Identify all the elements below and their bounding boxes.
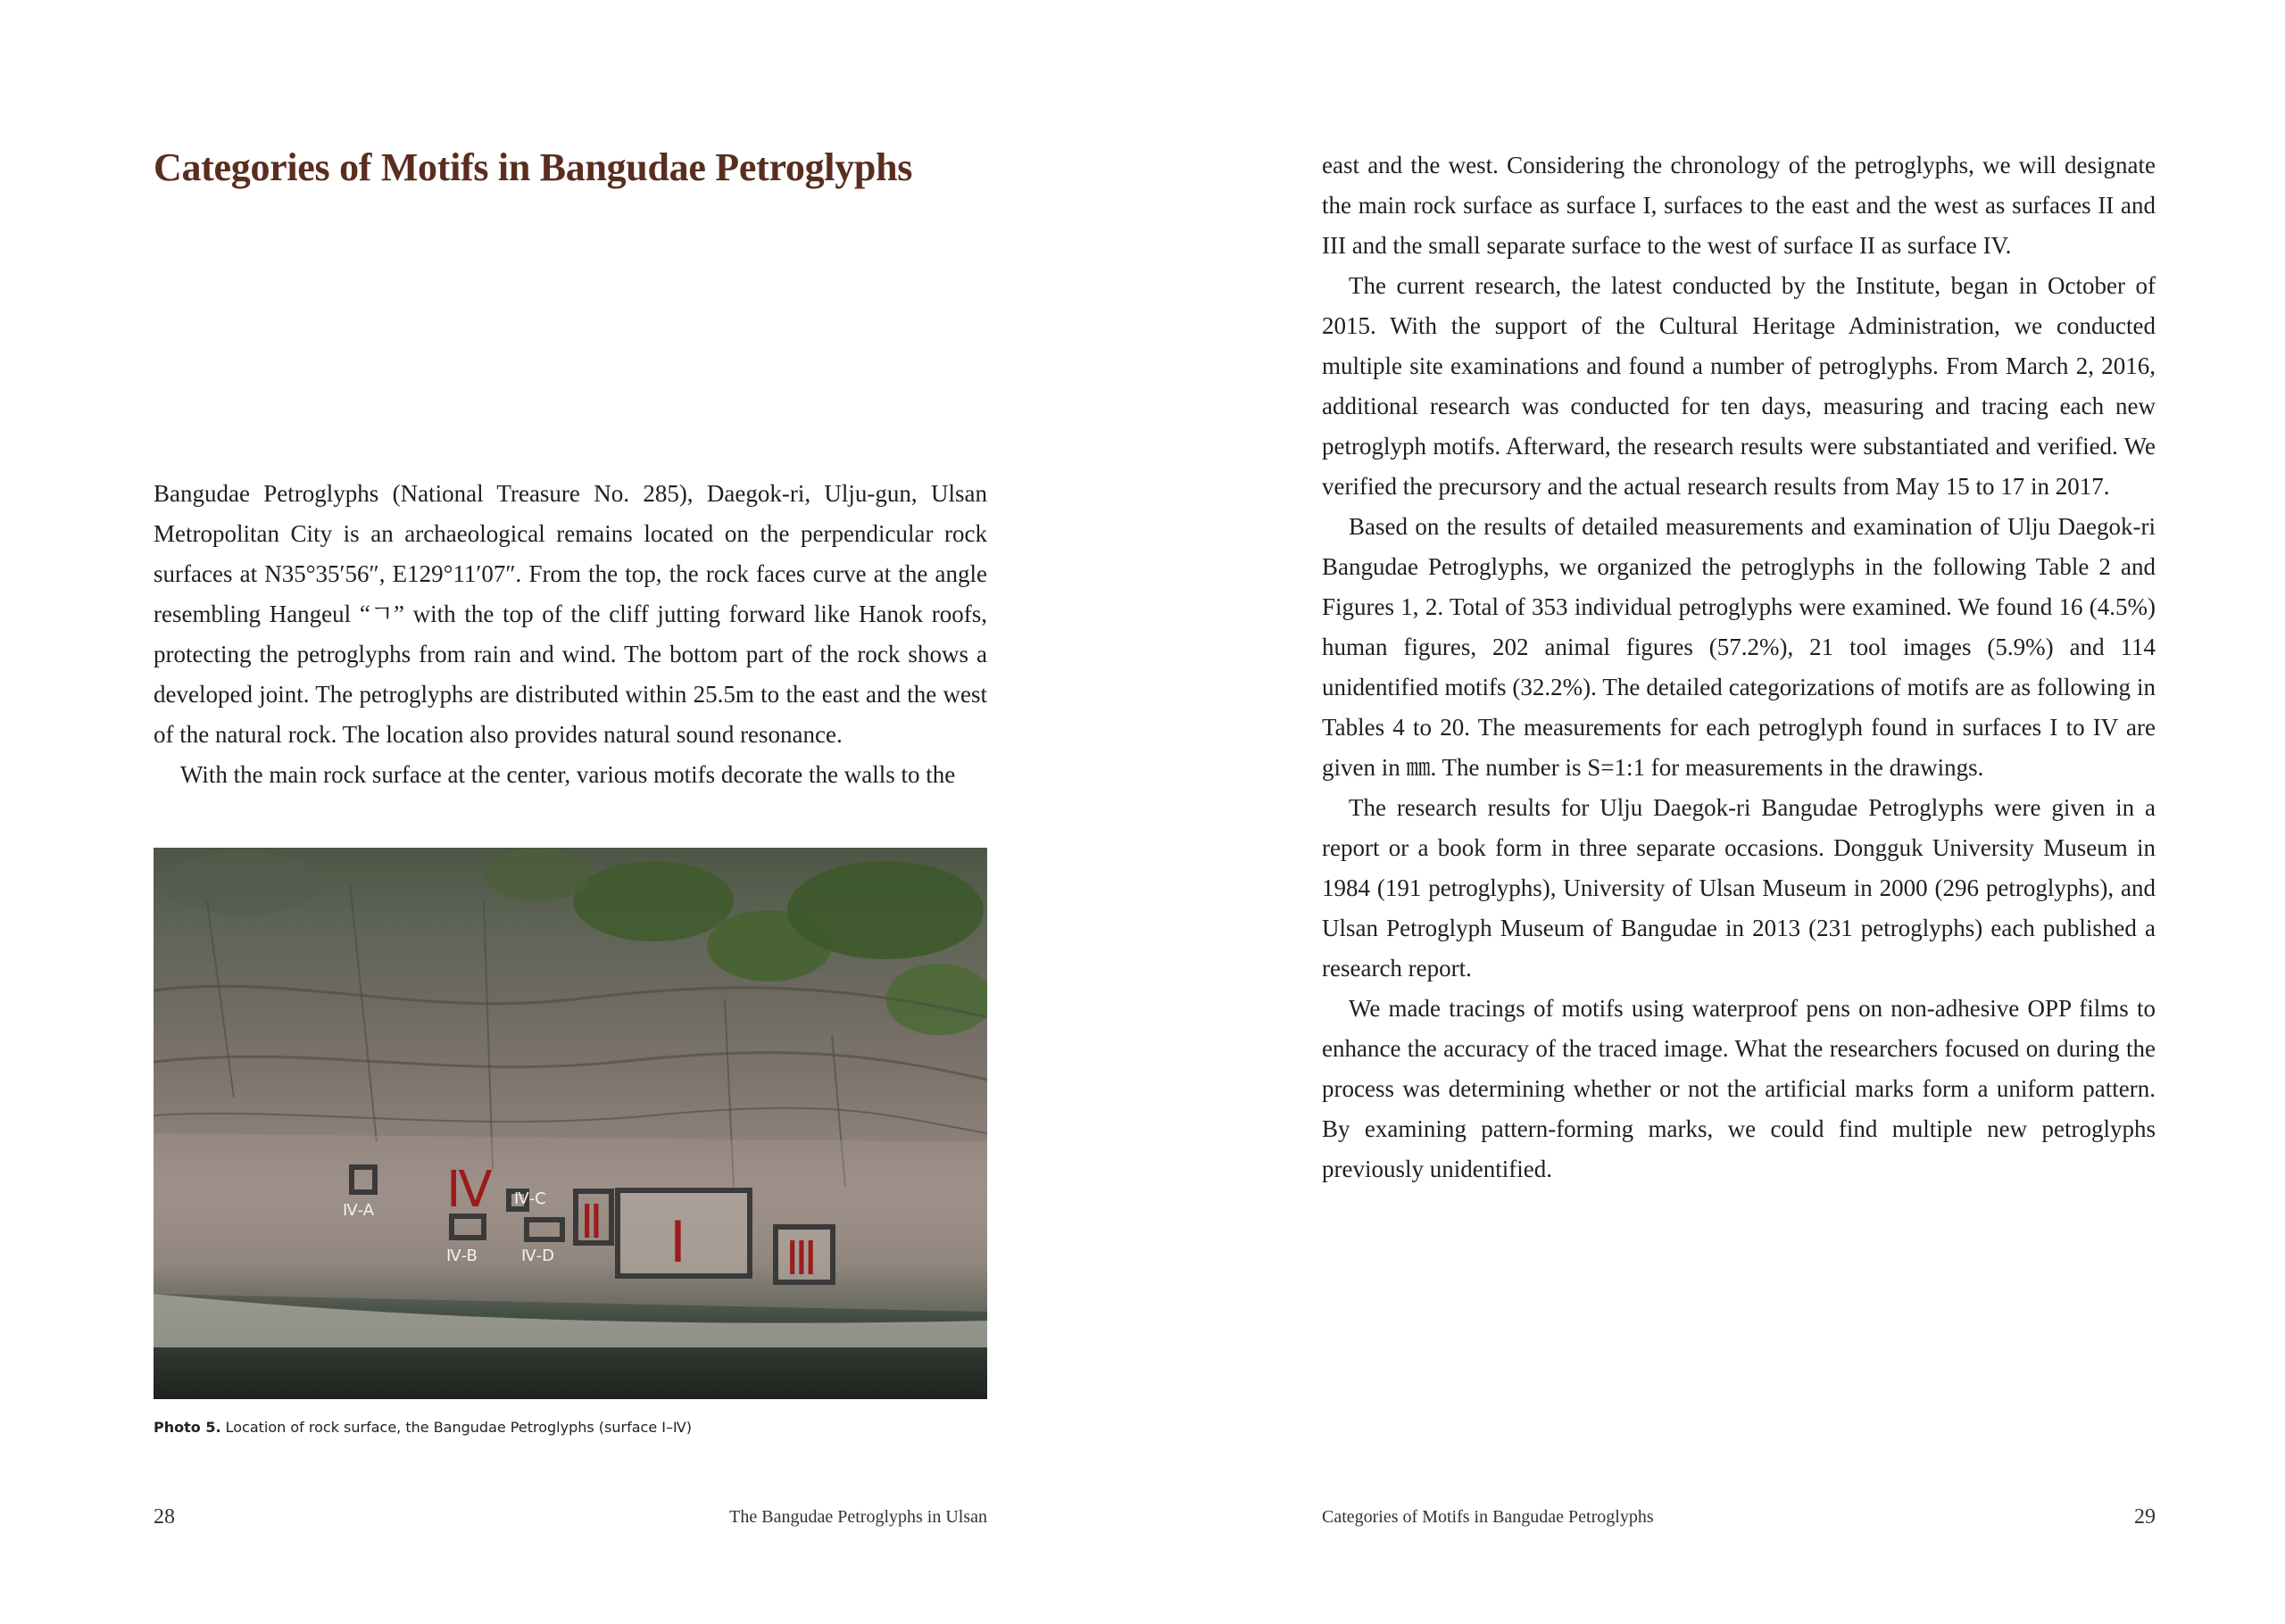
label-iv-b: Ⅳ-B [446,1247,478,1265]
right-page [1142,0,2285,1624]
label-surface-ii: Ⅱ [580,1197,603,1248]
label-iv-c: Ⅳ-C [514,1189,546,1208]
paragraph: We made tracings of motifs using waterproof pens on non-adhesive OPP films to enhance the accuracy of the traced image. What the researchers focused on during the process was determining whether or not the artificial marks form a uniform pattern. By examining pattern-forming marks, we could find multiple new petroglyphs previously unidentified. [1322,995,2156,1182]
running-title-right: Categories of Motifs in Bangudae Petroglyphs [1322,1507,1654,1527]
paragraph: east and the west. Considering the chronology of the petroglyphs, we will designate the main rock surface as surface I, surfaces to the east and the west as surfaces II and III and the small separate surface to the west of surface II as surface IV. [1322,152,2156,259]
vegetation [162,848,987,1035]
label-surface-i: Ⅰ [669,1211,686,1274]
paragraph: The current research, the latest conducted by the Institute, began in October of 2015. With the support of the Cultural Heritage Administration, we conducted multiple site examinations and found a number of petroglyphs. From March 2, 2016, additional research was conducted for ten days, measuring and tracing each new petroglyph motifs. Afterward, the research results were substantiated and verified. We verified the precursory and the actual research results from May 15 to 17 in 2017. [1322,272,2156,500]
paragraph: Based on the results of detailed measurements and examination of Ulju Daegok-ri Bangudae Petroglyphs, we organized the petroglyphs in the following Table 2 and Figures 1, 2. Total of 353 individual petroglyphs were examined. We found 16 (4.5%) human figures, 202 animal figures (57.2%), 21 tool images (5.9%) and 114 unidentified motifs (32.2%). The detailed categorizations of motifs are as following in Tables 4 to 20. The measurements for each petroglyph found in surfaces I to IV are given in ㎜. The number is S=1:1 for measurements in the drawings. [1322,513,2156,781]
rock-surface-photo [154,848,987,1399]
label-surface-iii: Ⅲ [785,1234,818,1285]
label-iv-a: Ⅳ-A [343,1201,375,1220]
page-heading: Categories of Motifs in Bangudae Petroglyphs [154,145,913,189]
paragraph: With the main rock surface at the center, various motifs decorate the walls to the [180,761,956,788]
paragraph: Bangudae Petroglyphs (National Treasure No. 285), Daegok-ri, Ulju-gun, Ulsan Metropolitan City is an archaeological remains located on the perpendicular rock surfaces at N35°35′56″, E129°11′07″. From the top, the rock faces curve at the angle resembling Hangeul “ㄱ” with the top of the cliff jutting forward like Hanok roofs, protecting the petroglyphs from rain and wind. The bottom part of the rock shows a developed joint. The petroglyphs are distributed within 25.5m to the east and the west of the natural rock. The location also provides natural sound resonance. [154,480,987,748]
rock-band [154,1133,987,1312]
paragraph: The research results for Ulju Daegok-ri Bangudae Petroglyphs were given in a report or a book form in three separate occasions. Dongguk University Museum in 1984 (191 petroglyphs), University of Ulsan Museum in 2000 (296 petroglyphs), and Ulsan Petroglyph Museum of Bangudae in 2013 (231 petroglyphs) each published a research report. [1322,794,2156,982]
page-number-right: 29 [2134,1505,2156,1529]
photo-caption [154,1419,987,1436]
running-title-left: The Bangudae Petroglyphs in Ulsan [729,1507,987,1527]
caption-label: Photo 5. [154,1419,221,1436]
label-surface-iv: Ⅳ [446,1163,493,1218]
photo-illustration [154,848,987,1399]
caption-text: Location of rock surface, the Bangudae Petroglyphs (surface Ⅰ–Ⅳ) [220,1419,692,1436]
page-number-left: 28 [154,1505,175,1529]
right-body-text [1322,145,2156,1189]
left-page [0,0,1142,1624]
left-body-text [154,474,987,795]
label-iv-d: Ⅳ-D [521,1247,554,1265]
